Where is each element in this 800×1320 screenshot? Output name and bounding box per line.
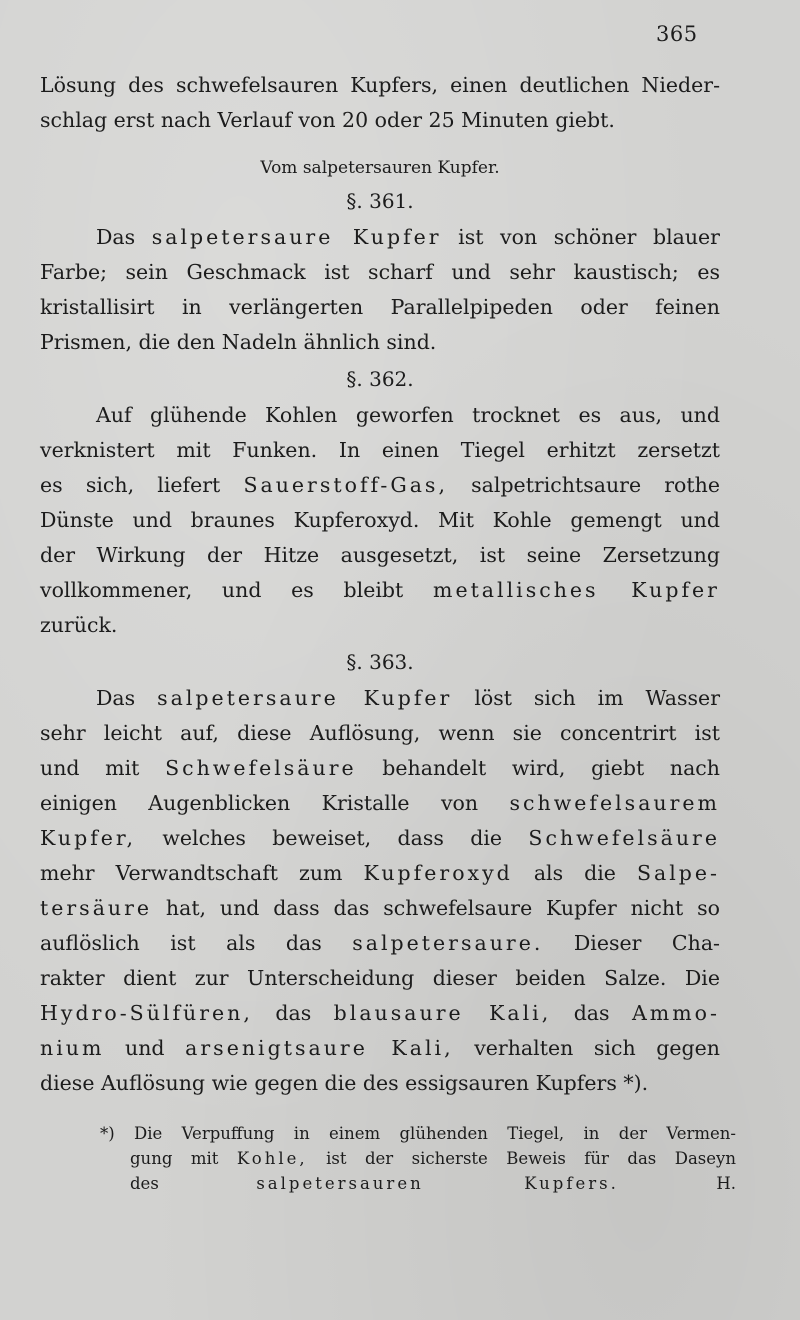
emphasis: blausaure Kali,: [333, 1001, 552, 1025]
text-line: kristallisirt in verlängerten Parallelpipeden oder feinen: [40, 295, 720, 319]
text-line: zurück.: [40, 613, 118, 637]
footnote-line: *) Die Verpuffung in einem glühenden Tiegel, in der Vermen-: [100, 1124, 736, 1143]
text-run: und: [125, 1036, 165, 1060]
emphasis: Salpe-: [636, 861, 720, 885]
emphasis: Hydro-Sülfüren,: [40, 1001, 253, 1025]
emphasis: Schwefelsäure: [528, 826, 720, 850]
emphasis: salpetersaure Kupfer: [157, 686, 453, 710]
text-run: es sich, liefert: [40, 473, 221, 497]
text-line: [40, 821, 720, 856]
text-run: behandelt wird, giebt nach: [382, 756, 720, 780]
emphasis: metallisches Kupfer: [433, 578, 720, 602]
text-run: Das: [96, 686, 136, 710]
emphasis: Kohle,: [236, 1149, 308, 1168]
text-run: das: [275, 1001, 312, 1025]
text-line: [40, 926, 720, 961]
text-run: und mit: [40, 756, 140, 780]
text-line: sehr leicht auf, diese Auflösung, wenn sie concentrirt ist: [40, 721, 720, 745]
text-line: [40, 681, 720, 716]
main-text: [40, 68, 720, 1101]
text-line: Prismen, die den Nadeln ähnlich sind.: [40, 330, 437, 354]
text-run: des: [130, 1174, 159, 1193]
text-run: Dieser Cha-: [573, 931, 720, 955]
text-run: gung mit: [130, 1149, 219, 1168]
text-run: das: [573, 1001, 610, 1025]
emphasis: Schwefelsäure: [165, 756, 357, 780]
text-run: Das: [96, 225, 136, 249]
text-run: verhalten sich gegen: [474, 1036, 720, 1060]
text-run: welches beweiset, dass die: [162, 826, 503, 850]
text-run: vollkommener, und es bleibt: [40, 578, 404, 602]
text-line: [40, 468, 720, 503]
text-line: Dünste und braunes Kupferoxyd. Mit Kohle gemengt und: [40, 508, 720, 532]
text-line: schlag erst nach Verlauf von 20 oder 25 Minuten giebt.: [40, 108, 615, 132]
text-run: als die: [533, 861, 616, 885]
paragraph-number-362: §. 362.: [346, 367, 414, 391]
text-line: der Wirkung der Hitze ausgesetzt, ist seine Zersetzung: [40, 543, 720, 567]
text-line: rakter dient zur Unterscheidung dieser beiden Salze. Die: [40, 966, 720, 990]
page-number: 365: [656, 22, 698, 46]
emphasis: Kupferoxyd: [363, 861, 513, 885]
emphasis: arsenigtsaure Kali,: [185, 1036, 454, 1060]
text-run: ist der sicherste Beweis für das Daseyn: [326, 1149, 736, 1168]
text-line: [40, 751, 720, 786]
text-run: ist von schöner blauer: [458, 225, 720, 249]
text-line: [40, 1031, 720, 1066]
text-line: Lösung des schwefelsauren Kupfers, einen deutlichen Nieder-: [40, 73, 720, 97]
emphasis: schwefelsaurem: [509, 791, 720, 815]
footnote: [100, 1121, 736, 1196]
text-line: Farbe; sein Geschmack ist scharf und sehr kaustisch; es: [40, 260, 720, 284]
text-line: [40, 573, 720, 608]
text-run: hat, und dass das schwefelsaure Kupfer nicht so: [165, 896, 720, 920]
emphasis: tersäure: [40, 896, 153, 920]
text-line: [40, 891, 720, 926]
text-run: salpetrichtsaure rothe: [471, 473, 720, 497]
text-run: löst sich im Wasser: [474, 686, 720, 710]
emphasis: Kupfer,: [40, 826, 136, 850]
paragraph-number-363: §. 363.: [346, 650, 414, 674]
text-run: auflöslich ist als das: [40, 931, 322, 955]
text-run: einigen Augenblicken Kristalle von: [40, 791, 479, 815]
emphasis: Ammo-: [632, 1001, 720, 1025]
section-heading: Vom salpetersauren Kupfer.: [260, 158, 500, 178]
text-line: verknistert mit Funken. In einen Tiegel erhitzt zersetzt: [40, 438, 720, 462]
text-run: mehr Verwandtschaft zum: [40, 861, 343, 885]
emphasis: nium: [40, 1036, 105, 1060]
text-line: Auf glühende Kohlen geworfen trocknet es aus, und: [96, 403, 720, 427]
emphasis: salpetersaure Kupfer: [151, 225, 442, 249]
paragraph-number-361: §. 361.: [346, 189, 414, 213]
text-line: [40, 996, 720, 1031]
emphasis: Sauerstoff-Gas,: [243, 473, 448, 497]
footnote-line: [100, 1146, 736, 1171]
text-line: [40, 786, 720, 821]
text-line: [40, 856, 720, 891]
text-line: [40, 220, 720, 255]
emphasis: salpetersauren Kupfers.: [256, 1174, 619, 1193]
text-line: diese Auflösung wie gegen die des essigsauren Kupfers *).: [40, 1071, 649, 1095]
emphasis: salpetersaure.: [352, 931, 544, 955]
footnote-line: [100, 1171, 736, 1196]
footnote-signature: H.: [716, 1174, 737, 1193]
